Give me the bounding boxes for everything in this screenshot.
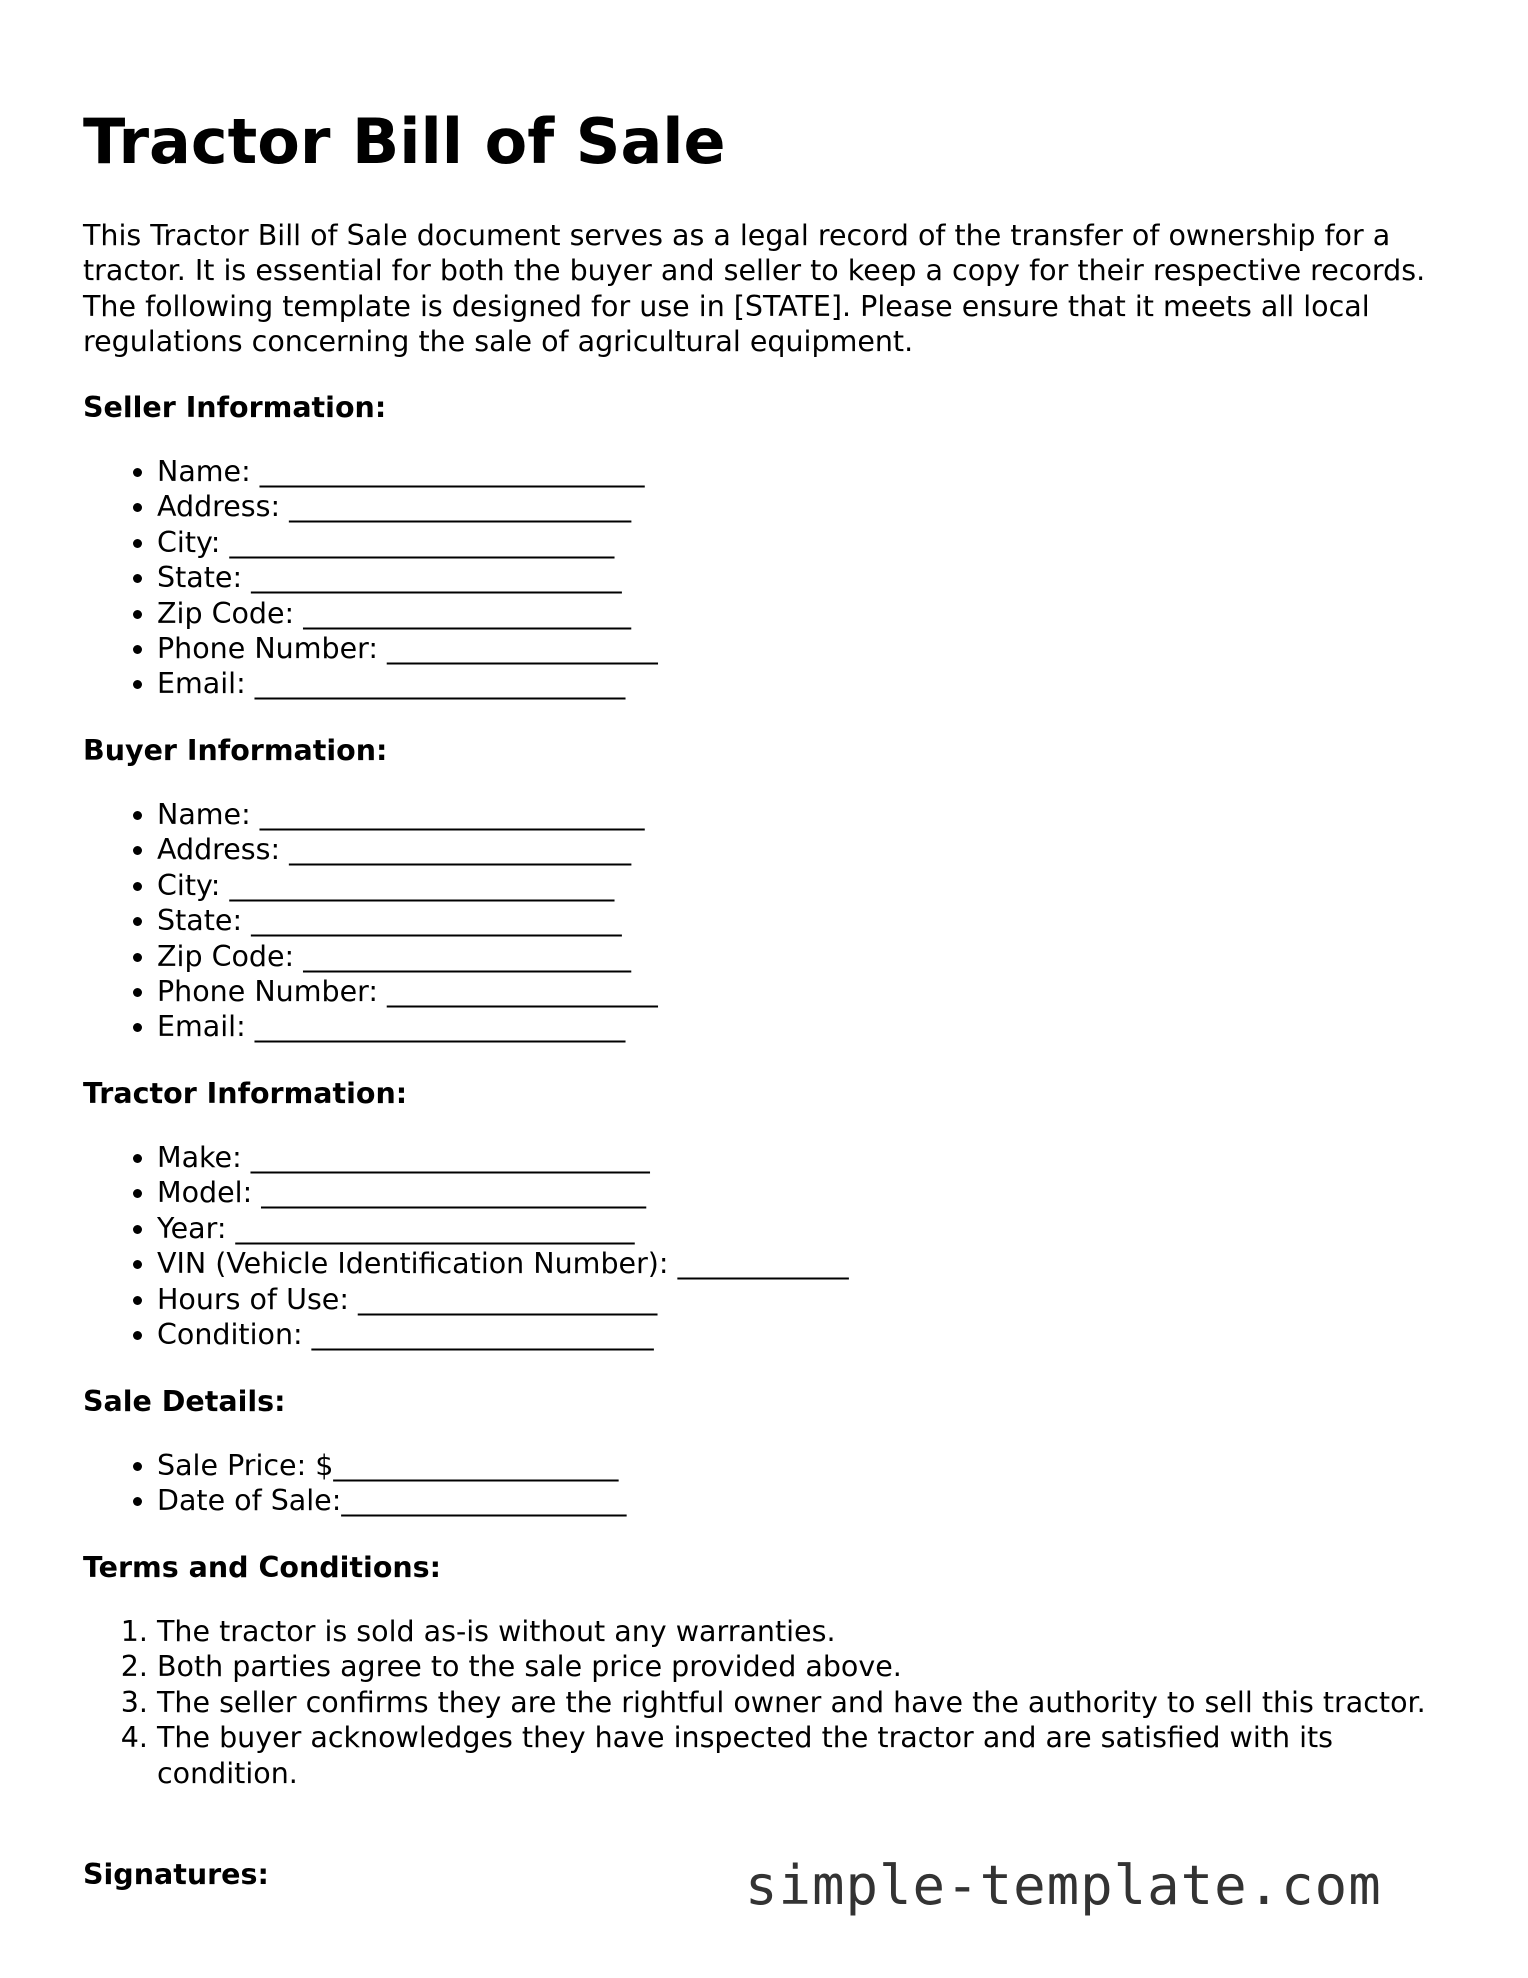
terms-item: 3. The seller confirms they are the rightful owner and have the authority to sell this tractor. — [157, 1685, 1463, 1720]
buyer-section — [83, 733, 1463, 1045]
buyer-email-field: • Email: __________________________ — [157, 1009, 1463, 1044]
buyer-list — [83, 797, 1463, 1045]
sale-list — [83, 1448, 1463, 1519]
terms-item: 1. The tractor is sold as-is without any warranties. — [157, 1614, 1463, 1649]
buyer-city-field: • City: ___________________________ — [157, 868, 1463, 903]
terms-heading: Terms and Conditions: — [83, 1551, 442, 1584]
buyer-address-field: • Address: ________________________ — [157, 832, 1463, 867]
tractor-hours-field: • Hours of Use: _____________________ — [157, 1282, 1463, 1317]
sale-price-field: • Sale Price: $____________________ — [157, 1448, 1463, 1483]
sale-section — [83, 1384, 1463, 1519]
sale-heading: Sale Details: — [83, 1385, 286, 1418]
tractor-vin-field: • VIN (Vehicle Identification Number): ____________ — [157, 1246, 1463, 1281]
seller-address-field: • Address: ________________________ — [157, 489, 1463, 524]
buyer-phone-field: • Phone Number: ___________________ — [157, 974, 1463, 1009]
tractor-make-field: • Make: ____________________________ — [157, 1140, 1463, 1175]
terms-section — [83, 1550, 1463, 1791]
terms-list — [83, 1614, 1463, 1791]
seller-zip-field: • Zip Code: _______________________ — [157, 596, 1463, 631]
buyer-name-field: • Name: ___________________________ — [157, 797, 1463, 832]
intro-paragraph: This Tractor Bill of Sale document serves as a legal record of the transfer of ownership for a tractor. It is essential for both the buyer and seller to keep a copy for their respective records. The following template is designed for use in [STATE]. Please ensure that it meets all local regulations concerning the sale of agricultural equipment. — [83, 219, 1426, 359]
buyer-zip-field: • Zip Code: _______________________ — [157, 939, 1463, 974]
watermark: simple-template.com — [745, 1854, 1382, 1917]
page-title: Tractor Bill of Sale — [83, 105, 726, 178]
seller-heading: Seller Information: — [83, 391, 387, 424]
seller-name-field: • Name: ___________________________ — [157, 454, 1463, 489]
seller-state-field: • State: __________________________ — [157, 560, 1463, 595]
seller-city-field: • City: ___________________________ — [157, 525, 1463, 560]
tractor-section — [83, 1076, 1463, 1352]
tractor-heading: Tractor Information: — [83, 1077, 408, 1110]
tractor-condition-field: • Condition: ________________________ — [157, 1317, 1463, 1352]
tractor-year-field: • Year: ____________________________ — [157, 1211, 1463, 1246]
seller-section — [83, 390, 1463, 702]
buyer-state-field: • State: __________________________ — [157, 903, 1463, 938]
seller-phone-field: • Phone Number: ___________________ — [157, 631, 1463, 666]
tractor-list — [83, 1140, 1463, 1352]
terms-item: 4. The buyer acknowledges they have inspected the tractor and are satisfied with its condition. — [157, 1720, 1463, 1791]
signatures-heading: Signatures: — [83, 1858, 269, 1891]
tractor-model-field: • Model: ___________________________ — [157, 1175, 1463, 1210]
seller-list — [83, 454, 1463, 702]
seller-email-field: • Email: __________________________ — [157, 666, 1463, 701]
sale-date-field: • Date of Sale:____________________ — [157, 1483, 1463, 1518]
buyer-heading: Buyer Information: — [83, 734, 388, 767]
terms-item: 2. Both parties agree to the sale price provided above. — [157, 1649, 1463, 1684]
